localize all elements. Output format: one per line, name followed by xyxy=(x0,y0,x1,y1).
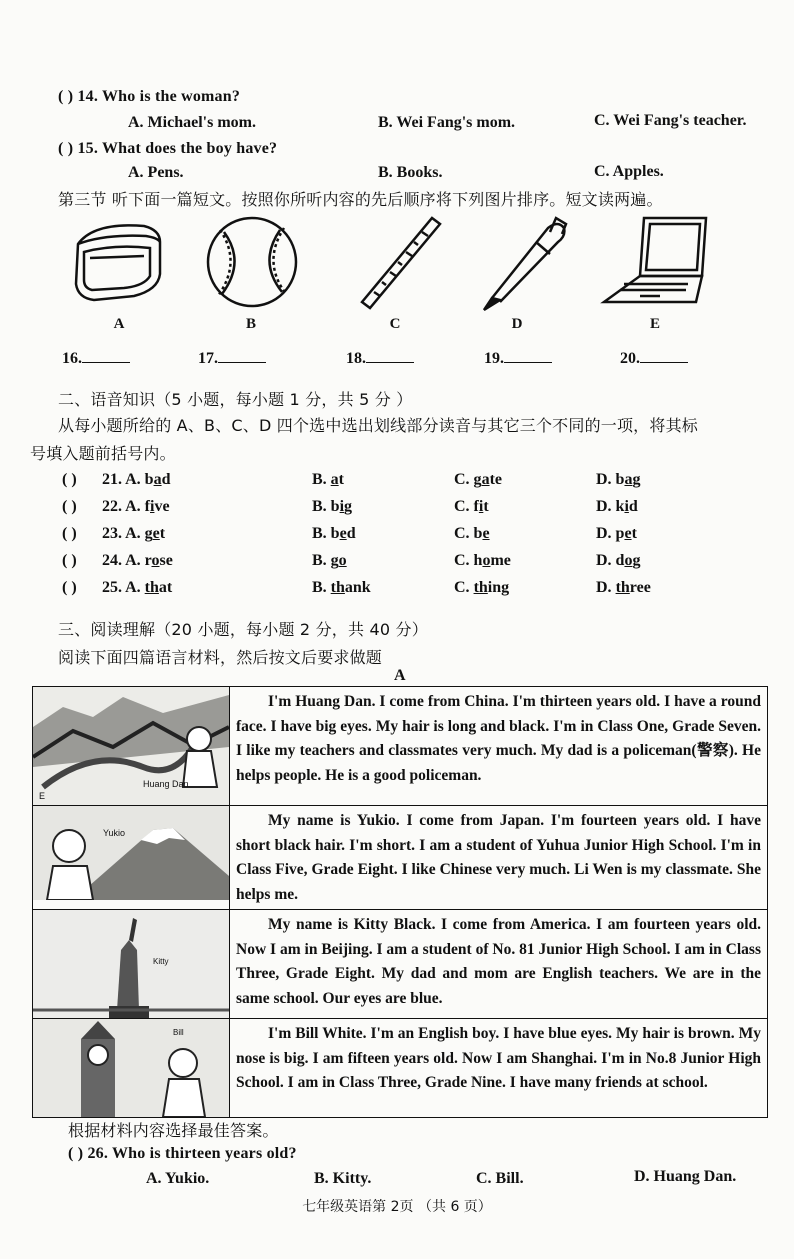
image-caption: Yukio xyxy=(103,828,126,838)
section-heading: 二、语音知识（5 小题，每小题 1 分，共 5 分 ） xyxy=(58,390,413,409)
instruction-text: 号填入题前括号内。 xyxy=(30,444,176,463)
big-ben-icon xyxy=(33,1019,229,1117)
option-b: B. go xyxy=(312,552,347,569)
option-b: B. bed xyxy=(312,525,356,542)
baseball-icon xyxy=(196,212,306,312)
option-d: D. kid xyxy=(596,498,638,515)
option-b: B. Books. xyxy=(378,164,443,181)
option-c: C. be xyxy=(454,525,490,542)
answer-blank-18[interactable]: 18. xyxy=(346,348,414,368)
instruction-text: 阅读下面四篇语言材料，然后按文后要求做题 xyxy=(58,648,383,667)
laptop-icon xyxy=(600,212,710,312)
answer-paren[interactable]: ( ) xyxy=(58,88,74,105)
option-d: D. pet xyxy=(596,525,637,542)
option-d: D. bag xyxy=(596,471,641,488)
question-text: 15. What does the boy have? xyxy=(77,140,278,157)
answer-paren[interactable]: ( ) xyxy=(68,1145,84,1162)
pencil-case-icon xyxy=(64,212,174,312)
great-wall-icon xyxy=(33,687,229,805)
answer-paren[interactable]: ( ) xyxy=(62,498,77,515)
instruction-text: 根据材料内容选择最佳答案。 xyxy=(68,1121,279,1140)
pen-icon xyxy=(462,212,572,312)
image-cell xyxy=(33,687,230,806)
image-caption: Kitty xyxy=(153,957,169,966)
picture-label: D xyxy=(511,316,523,332)
image-cell xyxy=(33,806,230,910)
picture-label: C xyxy=(389,316,401,332)
option-c: C. Bill. xyxy=(476,1170,524,1187)
table-row xyxy=(33,910,768,1019)
question-text: 14. Who is the woman? xyxy=(77,88,241,105)
picture-label: E xyxy=(649,316,660,332)
question-15 xyxy=(58,140,277,158)
option-a: A. Michael's mom. xyxy=(128,114,256,131)
page-footer: 七年级英语第 2页 （共 6 页） xyxy=(302,1199,492,1215)
section3-instruction: 第三节 听下面一篇短文。按照你所听内容的先后顺序将下列图片排序。短文读两遍。 xyxy=(58,190,663,209)
answer-paren[interactable]: ( ) xyxy=(62,525,77,542)
table-row xyxy=(33,1019,768,1118)
image-corner-mark: E xyxy=(39,791,46,801)
option-c: C. home xyxy=(454,552,511,569)
table-row xyxy=(33,806,768,910)
option-a: 24. A. rose xyxy=(102,552,173,569)
option-b: B. at xyxy=(312,471,344,488)
passage-label: A xyxy=(394,667,406,684)
option-a: 21. A. bad xyxy=(102,471,171,488)
picture-label: B xyxy=(245,316,256,332)
answer-paren[interactable]: ( ) xyxy=(62,471,77,488)
answer-blank-19[interactable]: 19. xyxy=(484,348,552,368)
passage-text: I'm Bill White. I'm an English boy. I have blue eyes. My hair is brown. My nose is big. I am fifteen years old. Now I am Shanghai. I'm in No.8 Junior High School. I am in Class Three, Grade Nine. I have many friends at school. xyxy=(230,1019,768,1118)
picture-label: A xyxy=(113,316,125,332)
instruction-text: 从每小题所给的 A、B、C、D 四个选中选出划线部分读音与其它三个不同的一项，将其标 xyxy=(58,416,698,435)
option-a: 25. A. that xyxy=(102,579,173,596)
answer-paren[interactable]: ( ) xyxy=(62,552,77,569)
passage-text: My name is Kitty Black. I come from America. I am fourteen years old. Now I am in Beijing. I am a student of No. 81 Junior High School. I am in Class Three, Grade Eight. My dad and mom are English teachers. We are in the same school. Our eyes are blue. xyxy=(230,910,768,1019)
table-row xyxy=(33,687,768,806)
passage-text: My name is Yukio. I come from Japan. I'm fourteen years old. I have short black hair. I'm short. I am a student of Yuhua Junior High School. I'm in Class Five, Grade Eight. I like Chinese very much. Li Wen is my classmate. She helps me. xyxy=(230,806,768,910)
option-c: C. thing xyxy=(454,579,510,596)
question-26 xyxy=(68,1145,297,1163)
option-c: C. fit xyxy=(454,498,489,515)
question-text: 26. Who is thirteen years old? xyxy=(87,1145,297,1162)
option-b: B. big xyxy=(312,498,353,515)
option-a: 22. A. five xyxy=(102,498,170,515)
image-caption: Huang Dan xyxy=(143,779,189,789)
answer-blank-17[interactable]: 17. xyxy=(198,348,266,368)
option-b: B. Kitty. xyxy=(314,1170,372,1187)
ruler-icon xyxy=(340,212,450,312)
option-d: D. three xyxy=(596,579,651,596)
picture-row xyxy=(60,212,760,342)
image-cell xyxy=(33,1019,230,1118)
answer-blank-16[interactable]: 16. xyxy=(62,348,130,368)
answer-blank-20[interactable]: 20. xyxy=(620,348,688,368)
question-14 xyxy=(58,88,240,106)
option-a: A. Pens. xyxy=(128,164,184,181)
option-d: D. Huang Dan. xyxy=(634,1168,737,1185)
image-cell xyxy=(33,910,230,1019)
option-a: 23. A. get xyxy=(102,525,166,542)
option-c: C. gate xyxy=(454,471,502,488)
option-b: B. Wei Fang's mom. xyxy=(378,114,516,131)
option-c: C. Wei Fang's teacher. xyxy=(594,112,747,129)
option-d: D. dog xyxy=(596,552,641,569)
option-a: A. Yukio. xyxy=(146,1170,210,1187)
reading-table xyxy=(32,686,768,1118)
image-caption: Bill xyxy=(173,1028,184,1037)
statue-of-liberty-icon xyxy=(33,910,229,1018)
answer-paren[interactable]: ( ) xyxy=(62,579,77,596)
option-c: C. Apples. xyxy=(594,163,664,180)
option-b: B. thank xyxy=(312,579,371,596)
section-heading: 三、阅读理解（20 小题，每小题 2 分，共 40 分） xyxy=(58,620,428,639)
mount-fuji-icon xyxy=(33,806,229,900)
answer-paren[interactable]: ( ) xyxy=(58,140,74,157)
passage-text: I'm Huang Dan. I come from China. I'm thirteen years old. I have a round face. I have big eyes. My hair is long and black. I'm in Class One, Grade Seven. I like my teachers and classmates very much. My dad is a policeman(警察). He helps people. He is a good policeman. xyxy=(230,687,768,806)
